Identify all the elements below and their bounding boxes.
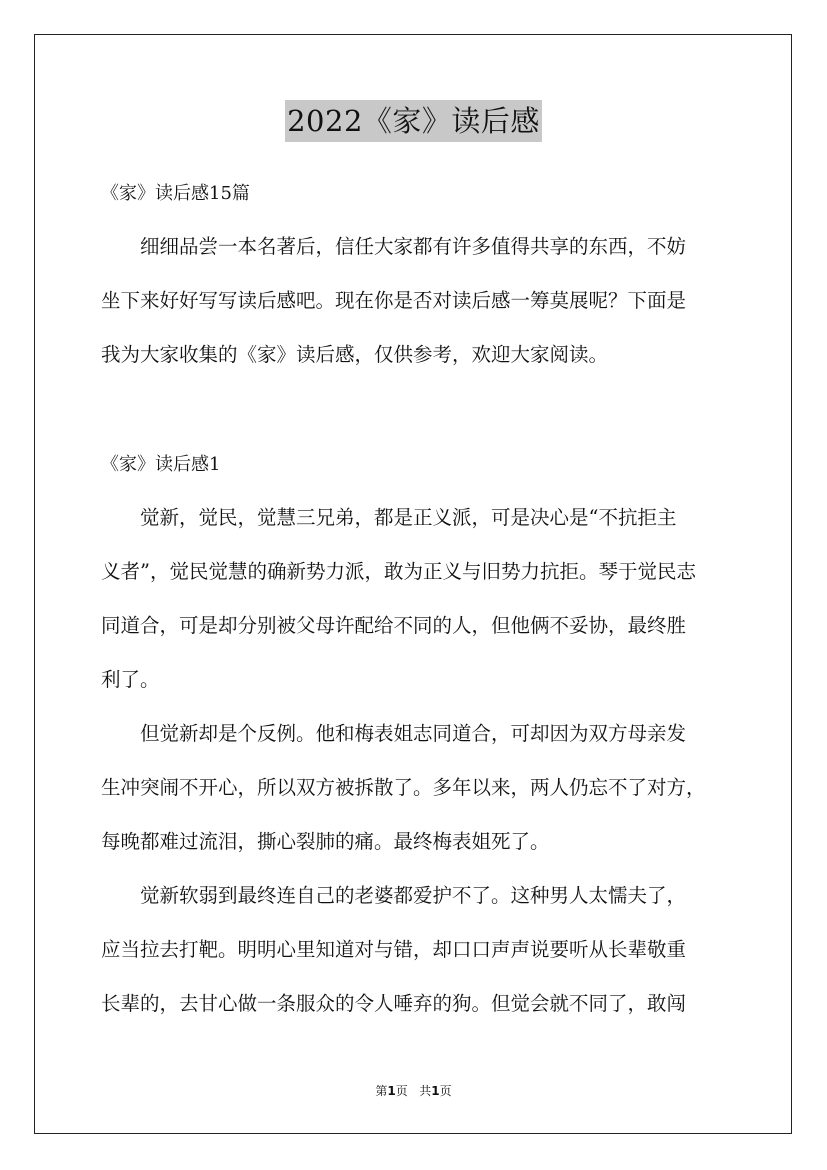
paragraph-line: 应当拉去打靶。明明心里知道对与错，却口口声声说要听从长辈敬重 (101, 938, 687, 961)
intro-line: 坐下来好好写写读后感吧。现在你是否对读后感一筹莫展呢？下面是 (101, 289, 687, 312)
page-label-suffix: 页 (395, 1084, 408, 1098)
paragraph-line: 长辈的，去甘心做一条服众的令人唾弃的狗。但觉会就不同了，敢闯 (101, 992, 687, 1015)
paragraph-3 (101, 869, 741, 1031)
paragraph-line: 同道合，可是却分别被父母许配给不同的人，但他俩不妥协，最终胜 (101, 614, 687, 637)
paragraph-2 (101, 707, 741, 869)
intro-line: 细细品尝一本名著后，信任大家都有许多值得共享的东西，不妨 (101, 235, 687, 258)
paragraph-line: 但觉新却是个反例。他和梅表姐志同道合，可却因为双方母亲发 (101, 722, 687, 745)
paragraph-1 (101, 491, 741, 707)
paragraph-line: 利了。 (101, 668, 160, 691)
paragraph-line: 义者”，觉民觉慧的确新势力派，敢为正义与旧势力抗拒。琴于觉民志 (101, 560, 696, 583)
paragraph-line: 每晚都难过流泪，撕心裂肺的痛。最终梅表姐死了。 (101, 830, 550, 853)
intro-line: 我为大家收集的《家》读后感，仅供参考，欢迎大家阅读。 (101, 343, 609, 366)
total-prefix: 共 (419, 1084, 432, 1098)
total-suffix: 页 (439, 1084, 452, 1098)
page-number: 1 (387, 1084, 396, 1098)
document-title: 2022《家》读后感 (285, 100, 542, 142)
paragraph-line: 觉新软弱到最终连自己的老婆都爱护不了。这种男人太懦夫了， (101, 884, 687, 907)
intro-paragraph (101, 220, 741, 382)
document-subtitle: 《家》读后感15篇 (101, 183, 250, 204)
section-heading: 《家》读后感1 (101, 454, 221, 475)
title-wrap (0, 100, 827, 142)
page-label-prefix: 第 (375, 1084, 388, 1098)
paragraph-line: 生冲突闹不开心，所以双方被拆散了。多年以来，两人仍忘不了对方， (101, 776, 706, 799)
page-footer (0, 1083, 827, 1099)
total-pages: 1 (431, 1084, 440, 1098)
paragraph-line: 觉新，觉民，觉慧三兄弟，都是正义派，可是决心是“不抗拒主 (101, 506, 677, 529)
